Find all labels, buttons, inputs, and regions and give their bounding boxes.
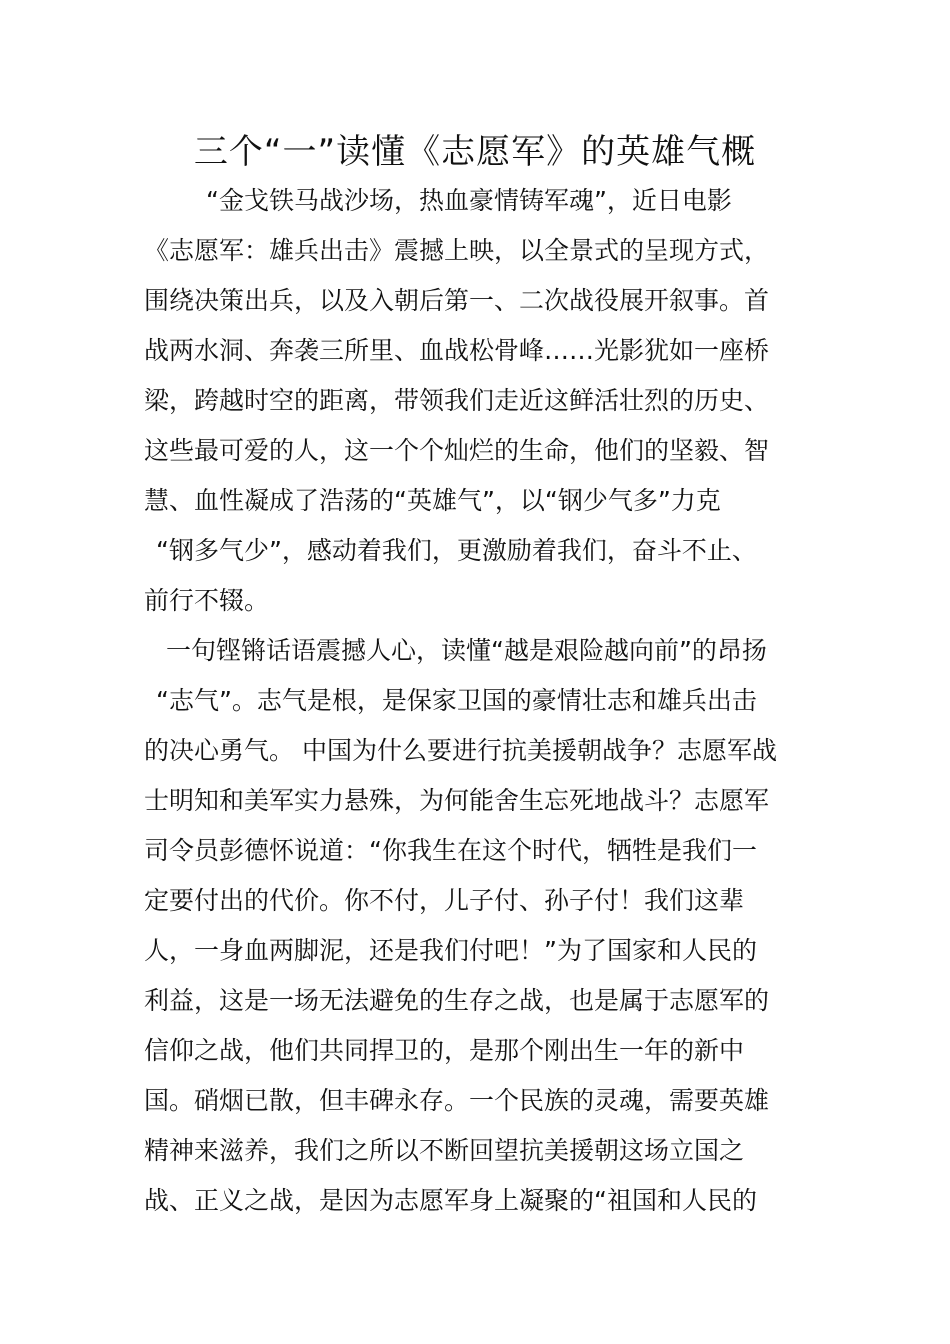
body-line: 精神来滋养，我们之所以不断回望抗美援朝这场立国之 <box>144 1136 745 1165</box>
body-line: “志气”。志气是根，是保家卫国的豪情壮志和雄兵出击 <box>156 686 757 715</box>
body-line: 慧、血性凝成了浩荡的“英雄气”，以“钢少气多”力克 <box>144 486 721 515</box>
body-line: “钢多气少”，感动着我们，更激励着我们，奋斗不止、 <box>156 536 757 565</box>
document-body <box>144 176 814 1226</box>
body-line: 司令员彭德怀说道：“你我生在这个时代，牺牲是我们一 <box>144 836 757 865</box>
body-line: 这些最可爱的人，这一个个灿烂的生命，他们的坚毅、智 <box>144 436 770 465</box>
body-line: 人，一身血两脚泥，还是我们付吧！”为了国家和人民的 <box>144 936 757 965</box>
body-line: 的决心勇气。 中国为什么要进行抗美援朝战争？志愿军战 <box>144 736 777 765</box>
body-line: 战两水洞、奔袭三所里、血战松骨峰……光影犹如一座桥 <box>144 336 770 365</box>
body-line: 信仰之战，他们共同捍卫的，是那个刚出生一年的新中 <box>144 1036 745 1065</box>
body-line: 战、正义之战，是因为志愿军身上凝聚的“祖国和人民的 <box>144 1186 757 1215</box>
body-line: 国。硝烟已散，但丰碑永存。一个民族的灵魂，需要英雄 <box>144 1086 770 1115</box>
body-line: 前行不辍。 <box>144 586 270 615</box>
body-line: 利益，这是一场无法避免的生存之战，也是属于志愿军的 <box>144 986 770 1015</box>
body-line: “金戈铁马战沙场，热血豪情铸军魂”，近日电影 <box>206 186 732 215</box>
body-line: 定要付出的代价。你不付，儿子付、孙子付！我们这辈 <box>144 886 745 915</box>
body-line: 士明知和美军实力悬殊，为何能舍生忘死地战斗？志愿军 <box>144 786 770 815</box>
document-title: 三个“一”读懂《志愿军》的英雄气概 <box>193 132 757 172</box>
body-line: 围绕决策出兵，以及入朝后第一、二次战役展开叙事。首 <box>144 286 770 315</box>
body-line: 梁，跨越时空的距离，带领我们走近这鲜活壮烈的历史、 <box>144 386 770 415</box>
body-line: 一句铿锵话语震撼人心，读懂“越是艰险越向前”的昂扬 <box>166 636 767 665</box>
body-line: 《志愿军：雄兵出击》震撼上映，以全景式的呈现方式， <box>144 236 770 265</box>
